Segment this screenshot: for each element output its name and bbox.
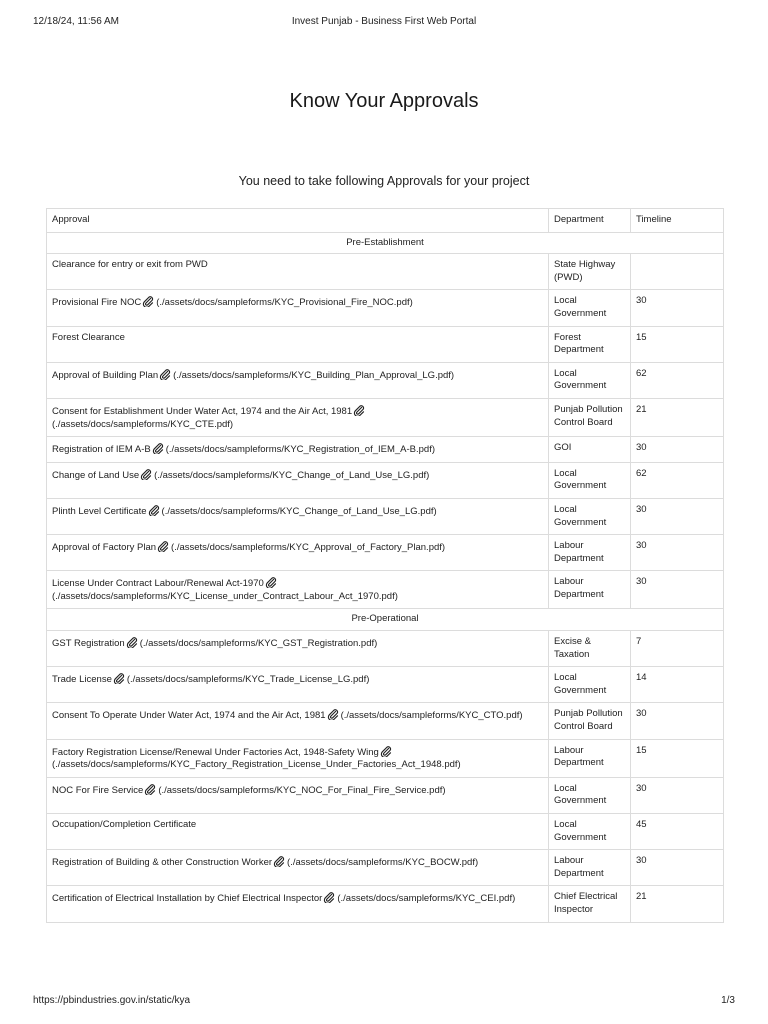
approval-name: Registration of IEM A-B <box>52 444 151 456</box>
approval-name: Forest Clearance <box>52 331 125 343</box>
department-cell: Excise & Taxation <box>549 631 631 667</box>
approval-cell <box>47 850 549 886</box>
sample-form-link[interactable]: (./assets/docs/sampleforms/KYC_Building_Plan_Approval_LG.pdf) <box>173 369 455 381</box>
department-cell: Labour Department <box>549 739 631 777</box>
section-title: Pre-Operational <box>47 609 724 631</box>
page-url: https://pbindustries.gov.in/static/kya <box>33 995 191 1006</box>
table-row <box>47 739 724 777</box>
paperclip-icon[interactable] <box>113 672 125 684</box>
paperclip-icon[interactable] <box>142 295 154 307</box>
header-department: Department <box>549 209 631 233</box>
timeline-cell <box>631 254 724 290</box>
department-cell: Local Government <box>549 498 631 534</box>
timeline-cell: 30 <box>631 437 724 463</box>
department-cell: Forest Department <box>549 326 631 362</box>
sample-form-link[interactable]: (./assets/docs/sampleforms/KYC_Change_of_Land_Use_LG.pdf) <box>161 505 437 517</box>
paperclip-icon[interactable] <box>159 368 171 380</box>
approval-cell <box>47 462 549 498</box>
section-row <box>47 609 724 631</box>
approval-cell <box>47 437 549 463</box>
paperclip-icon[interactable] <box>126 636 138 648</box>
table-header-row <box>47 209 724 233</box>
page-title: Know Your Approvals <box>289 90 479 112</box>
approval-name: GST Registration <box>52 638 125 650</box>
paperclip-icon[interactable] <box>273 855 285 867</box>
approval-name: License Under Contract Labour/Renewal Act-1970 <box>52 578 264 590</box>
department-cell: Labour Department <box>549 850 631 886</box>
approval-cell <box>47 290 549 326</box>
table-row <box>47 777 724 813</box>
paperclip-icon[interactable] <box>265 576 277 588</box>
table-row <box>47 437 724 463</box>
table-row <box>47 667 724 703</box>
approval-name: Plinth Level Certificate <box>52 505 147 517</box>
section-title: Pre-Establishment <box>47 232 724 254</box>
approval-cell <box>47 254 549 290</box>
sample-form-link[interactable]: (./assets/docs/sampleforms/KYC_CEI.pdf) <box>337 893 516 905</box>
table-body <box>47 232 724 922</box>
approval-name: Consent for Establishment Under Water Act, 1974 and the Air Act, 1981 <box>52 405 353 417</box>
department-cell: Local Government <box>549 290 631 326</box>
timeline-cell: 21 <box>631 886 724 922</box>
paperclip-icon[interactable] <box>140 468 152 480</box>
timeline-cell: 21 <box>631 398 724 436</box>
paperclip-icon[interactable] <box>380 745 392 757</box>
approval-name: Registration of Building & other Construction Worker <box>52 857 273 869</box>
department-cell: Labour Department <box>549 535 631 571</box>
department-cell: Local Government <box>549 667 631 703</box>
header-timeline: Timeline <box>631 209 724 233</box>
approval-name: Approval of Building Plan <box>52 369 159 381</box>
approval-cell <box>47 814 549 850</box>
sample-form-link[interactable]: (./assets/docs/sampleforms/KYC_License_under_Contract_Labour_Act_1970.pdf) <box>52 590 398 602</box>
paperclip-icon[interactable] <box>327 708 339 720</box>
paperclip-icon[interactable] <box>323 891 335 903</box>
sample-form-link[interactable]: (./assets/docs/sampleforms/KYC_CTE.pdf) <box>52 418 234 430</box>
table-row <box>47 571 724 609</box>
section-row <box>47 232 724 254</box>
department-cell: Punjab Pollution Control Board <box>549 703 631 739</box>
timeline-cell: 62 <box>631 362 724 398</box>
paperclip-icon[interactable] <box>353 404 365 416</box>
print-footer <box>33 995 735 1009</box>
paperclip-icon[interactable] <box>148 504 160 516</box>
timeline-cell: 7 <box>631 631 724 667</box>
sample-form-link[interactable]: (./assets/docs/sampleforms/KYC_Change_of_Land_Use_LG.pdf) <box>154 469 430 481</box>
table-row <box>47 254 724 290</box>
approval-name: Certification of Electrical Installation by Chief Electrical Inspector <box>52 893 323 905</box>
approval-name: Approval of Factory Plan <box>52 542 157 554</box>
sample-form-link[interactable]: (./assets/docs/sampleforms/KYC_Provisional_Fire_NOC.pdf) <box>156 297 413 309</box>
approval-name: Consent To Operate Under Water Act, 1974 and the Air Act, 1981 <box>52 710 326 722</box>
timeline-cell: 15 <box>631 326 724 362</box>
timeline-cell: 30 <box>631 777 724 813</box>
table-row <box>47 290 724 326</box>
department-cell: Local Government <box>549 362 631 398</box>
sample-form-link[interactable]: (./assets/docs/sampleforms/KYC_BOCW.pdf) <box>287 857 479 869</box>
timeline-cell: 30 <box>631 535 724 571</box>
approval-cell <box>47 667 549 703</box>
approval-cell <box>47 777 549 813</box>
table-row <box>47 398 724 436</box>
approval-cell <box>47 571 549 609</box>
approval-name: NOC For Fire Service <box>52 784 144 796</box>
print-page-title: Invest Punjab - Business First Web Portal <box>291 16 477 27</box>
paperclip-icon[interactable] <box>144 783 156 795</box>
timeline-cell: 30 <box>631 498 724 534</box>
print-datetime: 12/18/24, 11:56 AM <box>33 16 119 27</box>
table-row <box>47 703 724 739</box>
paperclip-icon[interactable] <box>157 540 169 552</box>
timeline-cell: 30 <box>631 703 724 739</box>
sample-form-link[interactable]: (./assets/docs/sampleforms/KYC_Registration_of_IEM_A-B.pdf) <box>165 444 436 456</box>
sample-form-link[interactable]: (./assets/docs/sampleforms/KYC_NOC_For_Final_Fire_Service.pdf) <box>158 784 446 796</box>
approval-cell <box>47 362 549 398</box>
page-subtitle: You need to take following Approvals for your project <box>238 174 530 188</box>
print-header <box>33 16 735 30</box>
approval-cell <box>47 886 549 922</box>
table-row <box>47 326 724 362</box>
approval-name: Occupation/Completion Certificate <box>52 819 197 830</box>
approval-cell <box>47 398 549 436</box>
approvals-table <box>46 208 724 923</box>
approval-cell <box>47 631 549 667</box>
timeline-cell: 62 <box>631 462 724 498</box>
approval-name: Factory Registration License/Renewal Under Factories Act, 1948-Safety Wing <box>52 746 379 758</box>
table-row <box>47 631 724 667</box>
table-row <box>47 362 724 398</box>
timeline-cell: 15 <box>631 739 724 777</box>
approval-cell <box>47 739 549 777</box>
department-cell: GOI <box>549 437 631 463</box>
timeline-cell: 30 <box>631 850 724 886</box>
table-row <box>47 462 724 498</box>
sample-form-link[interactable]: (./assets/docs/sampleforms/KYC_Approval_of_Factory_Plan.pdf) <box>171 542 446 554</box>
approval-name: Change of Land Use <box>52 469 140 481</box>
department-cell: Local Government <box>549 814 631 850</box>
table-row <box>47 886 724 922</box>
approval-name: Trade License <box>52 674 112 686</box>
table-row <box>47 814 724 850</box>
timeline-cell: 30 <box>631 290 724 326</box>
sample-form-link[interactable]: (./assets/docs/sampleforms/KYC_GST_Registration.pdf) <box>139 638 378 650</box>
paperclip-icon[interactable] <box>152 442 164 454</box>
department-cell: Labour Department <box>549 571 631 609</box>
timeline-cell: 45 <box>631 814 724 850</box>
approval-cell <box>47 498 549 534</box>
approval-cell <box>47 703 549 739</box>
approval-name: Clearance for entry or exit from PWD <box>52 259 208 271</box>
department-cell: Local Government <box>549 777 631 813</box>
header-approval: Approval <box>47 209 549 233</box>
timeline-cell: 30 <box>631 571 724 609</box>
approval-cell <box>47 535 549 571</box>
table-row <box>47 498 724 534</box>
department-cell: Local Government <box>549 462 631 498</box>
department-cell: Punjab Pollution Control Board <box>549 398 631 436</box>
sample-form-link[interactable]: (./assets/docs/sampleforms/KYC_Factory_Registration_License_Under_Factories_Act_1948.pdf) <box>52 759 461 771</box>
table-row <box>47 850 724 886</box>
sample-form-link[interactable]: (./assets/docs/sampleforms/KYC_CTO.pdf) <box>340 710 523 722</box>
approval-name: Provisional Fire NOC <box>52 297 142 309</box>
timeline-cell: 14 <box>631 667 724 703</box>
department-cell: State Highway (PWD) <box>549 254 631 290</box>
department-cell: Chief Electrical Inspector <box>549 886 631 922</box>
approval-cell <box>47 326 549 362</box>
sample-form-link[interactable]: (./assets/docs/sampleforms/KYC_Trade_License_LG.pdf) <box>126 674 370 686</box>
page-number: 1/3 <box>721 995 735 1006</box>
table-row <box>47 535 724 571</box>
